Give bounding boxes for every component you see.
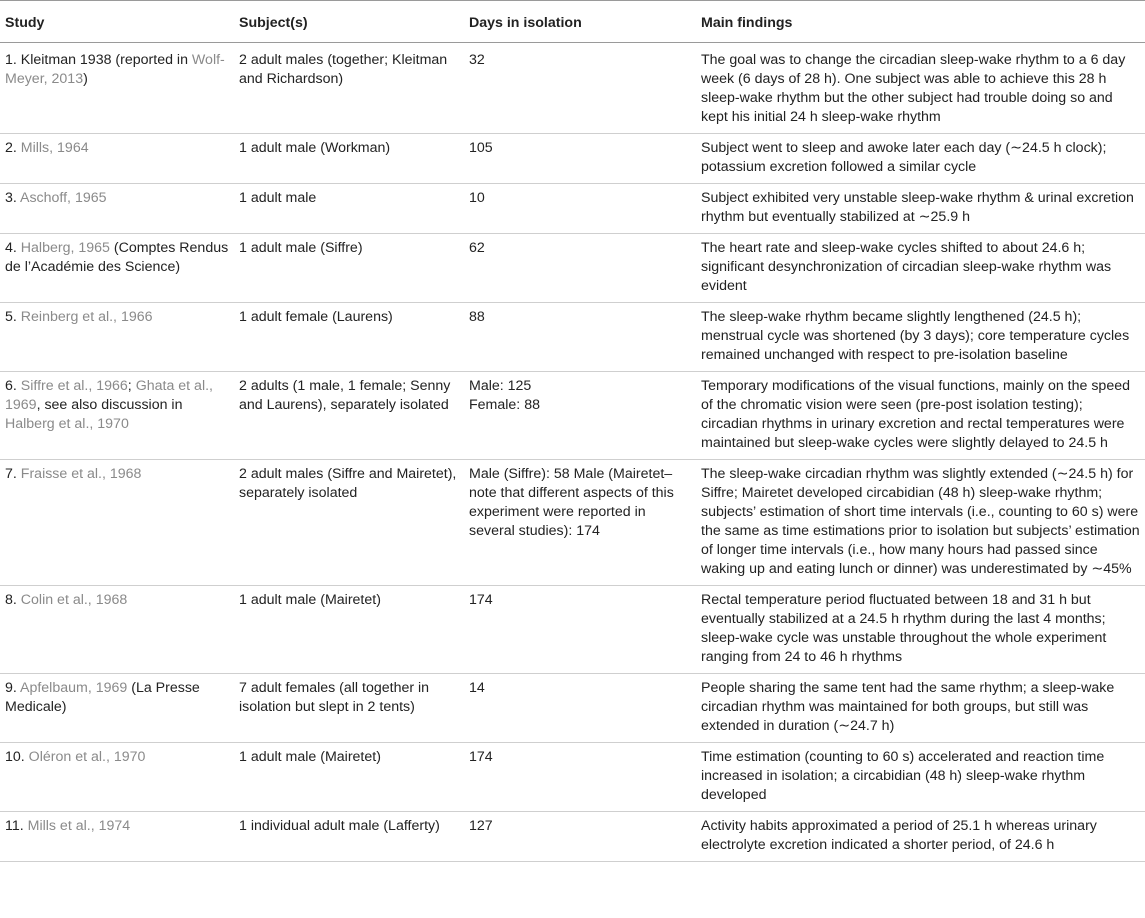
table-row [0,674,1145,743]
cell-days: 32 [464,43,696,134]
cell-study [0,234,234,303]
cell-findings: Activity habits approximated a period of 25.1 h whereas urinary electrolyte excretion indicated a shorter period, of 24.6 h [696,812,1145,862]
citation-link[interactable]: Aschoff, 1965 [20,190,107,206]
cell-study [0,586,234,674]
cell-findings: The sleep-wake circadian rhythm was slightly extended (∼24.5 h) for Siffre; Mairetet developed circabidian (48 h) sleep-wake rhythm; subjects’ estimation of short time intervals (i.e., counting to 60 s) were the same as time estimations prior to isolation but subjects’ estimation of longer time intervals (i.e., how many hours had passed since waking up and eating lunch or dinner) was underestimated by ∼45% [696,460,1145,586]
cell-findings: People sharing the same tent had the same rhythm; a sleep-wake circadian rhythm was maintained for both groups, but still was extended in duration (∼24.7 h) [696,674,1145,743]
cell-findings: Temporary modifications of the visual functions, mainly on the speed of the chromatic vision were seen (pre-post isolation testing); circadian rhythms in urinary excretion and rectal temperatures were maintained but sleep-wake cycles were slightly delayed to 24.5 h [696,372,1145,460]
citation-link[interactable]: Halberg, 1965 [20,240,110,256]
cell-subjects: 2 adult males (together; Kleitman and Richardson) [234,43,464,134]
cell-study [0,303,234,372]
cell-findings: Rectal temperature period fluctuated between 18 and 31 h but eventually stabilized at a 24.5 h rhythm during the last 4 months; sleep-wake cycle was unstable throughout the whole experiment ranging from 24 to 46 h rhythms [696,586,1145,674]
study-text: 11. [5,818,28,834]
header-row [0,1,1145,43]
citation-link[interactable]: Oléron et al., 1970 [28,749,146,765]
header-study: Study [0,1,234,43]
cell-subjects: 2 adult males (Siffre and Mairetet), separately isolated [234,460,464,586]
citation-link[interactable]: Mills, 1964 [20,140,89,156]
cell-findings: Subject went to sleep and awoke later each day (∼24.5 h clock); potassium excretion followed a similar cycle [696,134,1145,184]
cell-study [0,372,234,460]
cell-days: 14 [464,674,696,743]
study-text: 3. [5,190,20,206]
citation-link[interactable]: Halberg et al., 1970 [5,416,129,432]
cell-days: 105 [464,134,696,184]
cell-days: 127 [464,812,696,862]
cell-subjects: 2 adults (1 male, 1 female; Senny and Laurens), separately isolated [234,372,464,460]
table-header [0,1,1145,43]
study-text: 5. [5,309,21,325]
table-row [0,743,1145,812]
header-days: Days in isolation [464,1,696,43]
cell-subjects: 7 adult females (all together in isolation but slept in 2 tents) [234,674,464,743]
cell-subjects: 1 adult male [234,184,464,234]
cell-study [0,134,234,184]
table-row [0,134,1145,184]
cell-findings: The sleep-wake rhythm became slightly lengthened (24.5 h); menstrual cycle was shortened (by 3 days); core temperature cycles remained unchanged with respect to pre-isolation baseline [696,303,1145,372]
table-row [0,460,1145,586]
cell-subjects: 1 adult male (Mairetet) [234,743,464,812]
study-text: 10. [5,749,29,765]
cell-days: 10 [464,184,696,234]
cell-days: Male (Siffre): 58 Male (Mairetet–note that different aspects of this experiment were reported in several studies): 174 [464,460,696,586]
cell-subjects: 1 adult male (Siffre) [234,234,464,303]
study-text: , see also discussion in [36,397,183,413]
cell-subjects: 1 adult female (Laurens) [234,303,464,372]
study-text: 7. [5,466,21,482]
citation-link[interactable]: Reinberg et al., 1966 [20,309,153,325]
citation-link[interactable]: Siffre et al., 1966 [20,378,128,394]
cell-days: 88 [464,303,696,372]
table-row [0,43,1145,134]
cell-days: 174 [464,743,696,812]
cell-findings: The goal was to change the circadian sleep-wake rhythm to a 6 day week (6 days of 28 h). One subject was able to achieve this 28 h sleep-wake rhythm but the other subject had trouble doing so and kept his initial 24 h sleep-wake rhythm [696,43,1145,134]
cell-subjects: 1 individual adult male (Lafferty) [234,812,464,862]
cell-days: Male: 125 Female: 88 [464,372,696,460]
study-text: 9. [5,680,20,696]
table-row [0,372,1145,460]
citation-link[interactable]: Apfelbaum, 1969 [20,680,128,696]
cell-subjects: 1 adult male (Mairetet) [234,586,464,674]
citation-link[interactable]: Colin et al., 1968 [20,592,128,608]
cell-study [0,184,234,234]
cell-study [0,674,234,743]
cell-subjects: 1 adult male (Workman) [234,134,464,184]
citation-link[interactable]: Ghata et al., 1969 [5,378,213,413]
cell-study [0,812,234,862]
citation-link[interactable]: Wolf-Meyer, 2013 [5,52,225,87]
study-text: 4. [5,240,21,256]
cell-study [0,43,234,134]
study-text: (La Presse Medicale) [5,680,200,715]
table-row [0,303,1145,372]
study-text: 1. Kleitman 1938 (reported in [5,52,192,68]
table-row [0,184,1145,234]
header-subjects: Subject(s) [234,1,464,43]
study-text: ) [83,71,88,87]
study-text: 2. [5,140,21,156]
cell-findings: Subject exhibited very unstable sleep-wake rhythm & urinal excretion rhythm but eventually stabilized at ∼25.9 h [696,184,1145,234]
study-text: ; [127,378,136,394]
cell-days: 174 [464,586,696,674]
study-text: (Comptes Rendus de l’Académie des Science) [5,240,229,275]
table-row [0,234,1145,303]
cell-findings: Time estimation (counting to 60 s) accelerated and reaction time increased in isolation; a circabidian (48 h) sleep-wake rhythm developed [696,743,1145,812]
table-row [0,812,1145,862]
cell-days: 62 [464,234,696,303]
cell-findings: The heart rate and sleep-wake cycles shifted to about 24.6 h; significant desynchronization of circadian sleep-wake rhythm was evident [696,234,1145,303]
study-text: 8. [5,592,21,608]
table-row [0,586,1145,674]
citation-link[interactable]: Fraisse et al., 1968 [20,466,142,482]
citation-link[interactable]: Mills et al., 1974 [27,818,131,834]
cell-study [0,460,234,586]
cell-study [0,743,234,812]
study-text: 6. [5,378,21,394]
table-body [0,43,1145,862]
header-findings: Main findings [696,1,1145,43]
